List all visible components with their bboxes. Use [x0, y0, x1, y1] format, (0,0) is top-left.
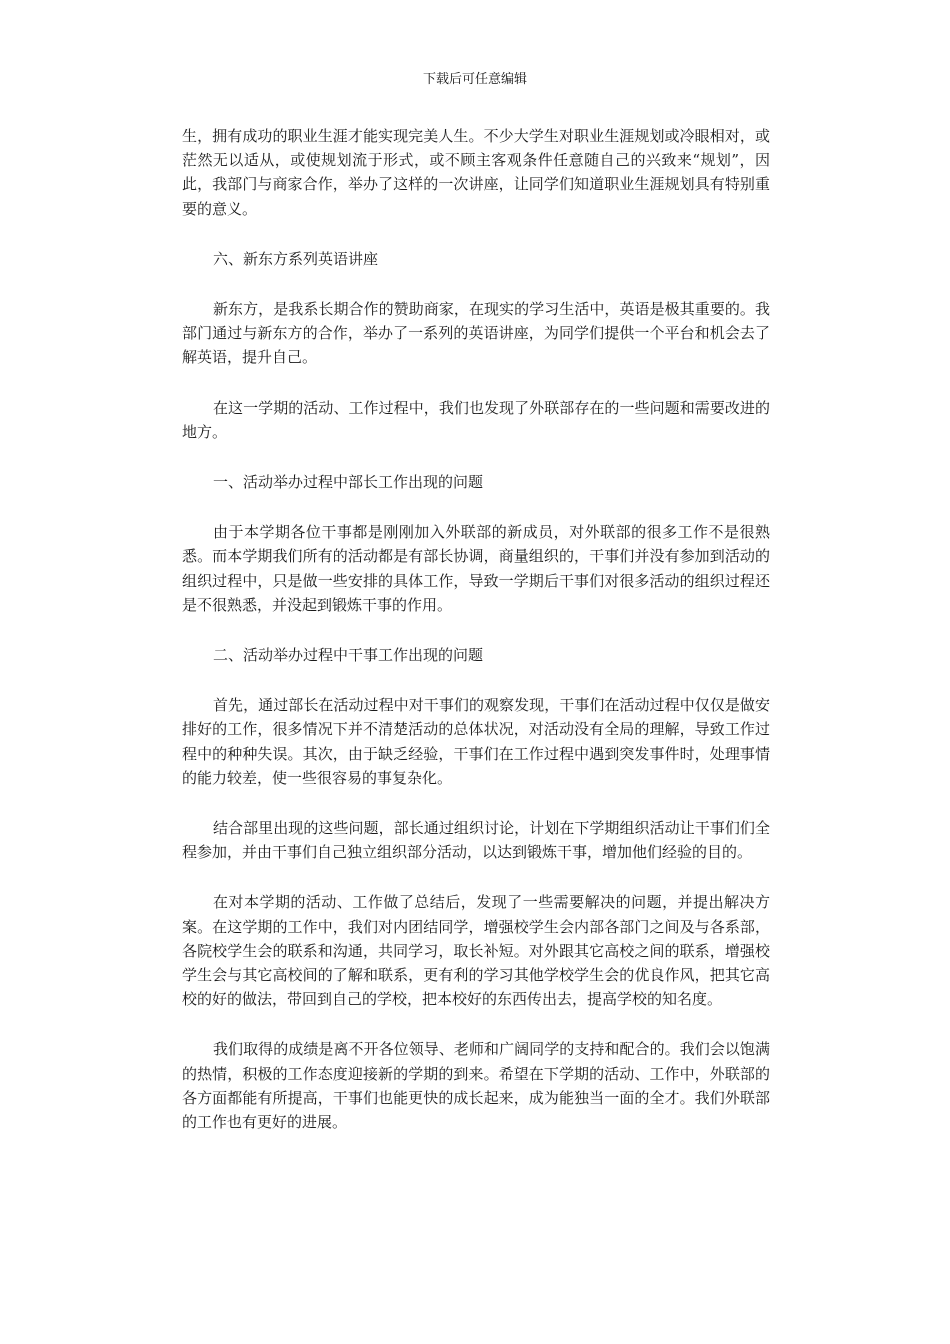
- paragraph-staff-problems: 首先，通过部长在活动过程中对干事们的观察发现，干事们在活动过程中仅仅是做安排好的工作，很多情况下并不清楚活动的总体状况，对活动没有全局的理解，导致工作过程中的种种失误。其次，由于缺乏经验，干事们在工作过程中遇到突发事件时，处理事情的能力较差，使一些很容易的事复杂化。: [182, 696, 770, 787]
- paragraph-improvement-plan: 结合部里出现的这些问题，部长通过组织讨论，计划在下学期组织活动让干事们们全程参加，并由干事们自己独立组织部分活动，以达到锻炼干事，增加他们经验的目的。: [182, 819, 770, 862]
- document-body: [182, 124, 770, 1160]
- paragraph-new-oriental: 新东方，是我系长期合作的赞助商家，在现实的学习生活中，英语是极其重要的。我部门通过与新东方的合作，举办了一系列的英语讲座，为同学们提供一个平台和机会去了解英语，提升自己。: [182, 300, 770, 367]
- paragraph-minister-problems: 由于本学期各位干事都是刚刚加入外联部的新成员，对外联部的很多工作不是很熟悉。而本学期我们所有的活动都是有部长协调，商量组织的，干事们并没有参加到活动的组织过程中，只是做一些安排的具体工作，导致一学期后干事们对很多活动的组织过程还是不很熟悉，并没起到锻炼干事的作用。: [182, 523, 770, 614]
- section-heading-staff-problems: 二、活动举办过程中干事工作出现的问题: [213, 646, 484, 665]
- paragraph-conclusion: 我们取得的成绩是离不开各位领导、老师和广阔同学的支持和配合的。我们会以饱满的热情，积极的工作态度迎接新的学期的到来。希望在下学期的活动、工作中，外联部的各方面都能有所提高，干事们也能更快的成长起来，成为能独当一面的全才。我们外联部的工作也有更好的进展。: [182, 1040, 770, 1132]
- paragraph-summary: 在对本学期的活动、工作做了总结后，发现了一些需要解决的问题，并提出解决方案。在这学期的工作中，我们对内团结同学，增强校学生会内部各部门之间及与各系部，各院校学生会的联系和沟通，共同学习，取长补短。对外跟其它高校之间的联系，增强校学生会与其它高校间的了解和联系，更有利的学习其他学校学生会的优良作风，把其它高校的好的做法，带回到自己的学校，把本校好的东西传出去，提高学校的知名度。: [182, 893, 770, 1009]
- paragraph-problems-intro: 在这一学期的活动、工作过程中，我们也发现了外联部存在的一些问题和需要改进的地方。: [182, 398, 770, 441]
- paragraph-career-planning-continued: 生，拥有成功的职业生涯才能实现完美人生。不少大学生对职业生涯规划或冷眼相对，或茫然无以适从，或使规划流于形式，或不顾主客观条件任意随自己的兴致来“规划”，因此，我部门与商家合作，举办了这样的一次讲座，让同学们知道职业生涯规划具有特别重要的意义。: [182, 127, 770, 218]
- page-header: 下载后可任意编辑: [422, 72, 527, 87]
- section-heading-new-oriental: 六、新东方系列英语讲座: [213, 249, 379, 268]
- section-heading-minister-problems: 一、活动举办过程中部长工作出现的问题: [213, 473, 484, 492]
